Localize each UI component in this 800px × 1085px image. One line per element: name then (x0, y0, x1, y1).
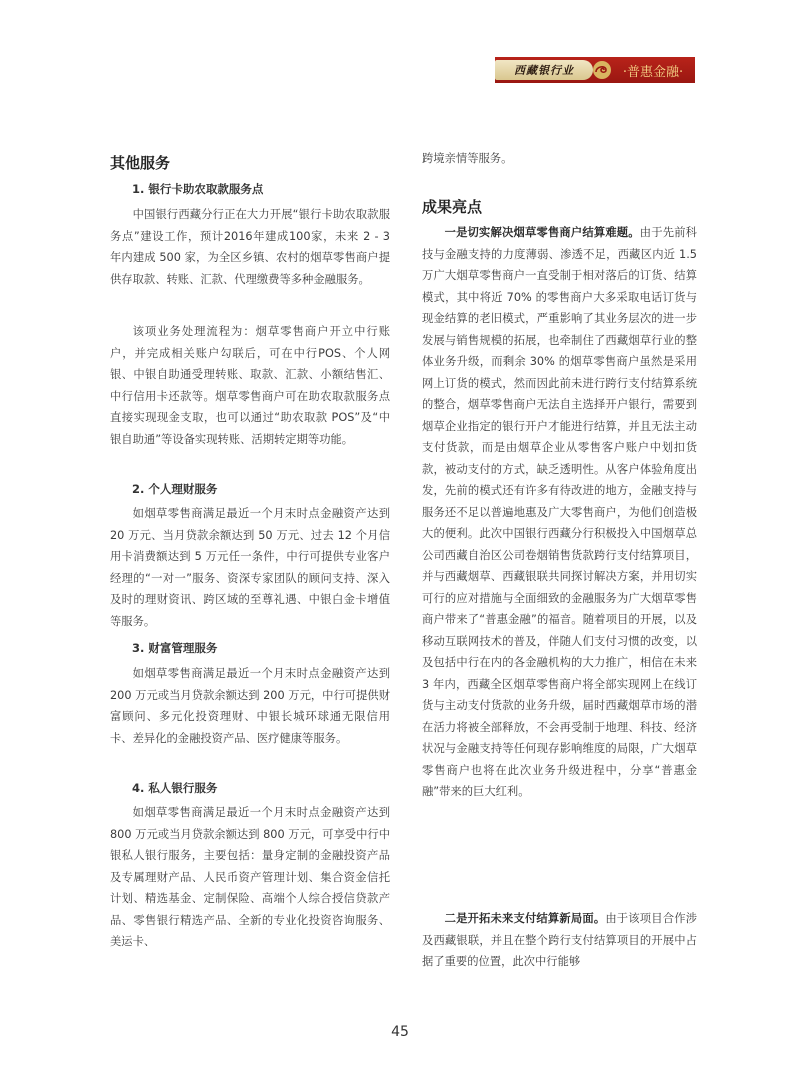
highlight-2-text: 由于该项目合作涉及西藏银联，并且在整个跨行支付结算项目的开展中占据了重要的位置，此次中行能够 (422, 912, 697, 968)
paragraph-s2-1: 如烟草零售商满足最近一个月末时点金融资产达到 20 万元、当月贷款余额达到 50 万元、过去 12 个月信用卡消费额达到 5 万元任一条件，中行可提供专业客户经理的“一对一”服务、资深专家团队的顾问支持、深入及时的理财资讯、跨区域的至尊礼遇、中银白金卡增值等服务。 (110, 507, 390, 628)
bank-name: 西藏银行业 (514, 64, 574, 77)
auspicious-cloud-icon (591, 59, 613, 81)
subsection-title-4: 4. 私人银行服务 (132, 781, 218, 795)
page-number: 45 (391, 1024, 409, 1040)
highlight-2-lead: 二是开拓未来支付结算新局面。 (444, 912, 606, 925)
continued-text: 跨境亲情等服务。 (422, 152, 513, 165)
section-title-other-services: 其他服务 (110, 154, 171, 172)
subsection-title-1: 1. 银行卡助农取款服务点 (132, 182, 264, 196)
paragraph-s1-2: 该项业务处理流程为：烟草零售商户开立中行账户，并完成相关账户勾联后，可在中行POS、个人网银、中银自助通受理转账、取款、汇款、小额结售汇、中行信用卡还款等。烟草零售商户可在助农取款服务点直接实现现金支取，也可以通过“助农取款 POS”及“中银自助通”等设备实现转账、活期转定期等功能。 (110, 325, 390, 446)
paragraph-highlight-1 (422, 222, 697, 803)
paragraph-s1-1: 中国银行西藏分行正在大力开展“银行卡助农取款服务点”建设工作，预计2016年建成100家，未来 2 - 3 年内建成 500 家，为全区乡镇、农村的烟草零售商户提供存取款、转账、汇款、代理缴费等多种金融服务。 (110, 208, 390, 286)
highlight-1-text: 由于先前科技与金融支持的力度薄弱、渗透不足，西藏区内近 1.5 万广大烟草零售商户一直受制于相对落后的订货、结算模式，其中将近 70% 的零售商户大多采取电话订货与现金结算的老旧模式，严重影响了其业务层次的进一步发展与销售规模的拓展，也牵制住了西藏烟草行业的整体业务升级，而剩余 30% 的烟草零售商户虽然是采用网上订货的模式，然而因此前未进行跨行支付结算系统的整合，烟草零售商户无法自主选择开户银行，需要到烟草企业指定的银行开户才能进行结算，并且无法主动支付货款，而是由烟草企业从零售客户账户中划扣货款，被动支付的方式，缺乏透明性。从客户体验角度出发，先前的模式还有许多有待改进的地方，金融支持与服务还不足以普遍地惠及广大零售商户，为他们创造极大的便利。此次中国银行西藏分行积极投入中国烟草总公司西藏自治区公司卷烟销售货款跨行支付结算项目，并与西藏烟草、西藏银联共同探讨解决方案，并用切实可行的应对措施与全面细致的金融服务为广大烟草零售商户带来了“普惠金融”的福音。随着项目的开展，以及移动互联网技术的普及，伴随人们支付习惯的改变，以及包括中行在内的各金融机构的大力推广，相信在未来 3 年内，西藏全区烟草零售商户将全部实现网上在线订货与主动支付货款的业务升级，届时西藏烟草市场的潜在活力将被全部释放，不会再受制于地理、科技、经济状况与金融支持等任何现存影响维度的局限，广大烟草零售商户也将在此次业务升级进程中，分享“普惠金融”带来的巨大红利。 (422, 226, 697, 798)
subsection-title-3: 3. 财富管理服务 (132, 641, 218, 655)
header-banner (495, 57, 695, 83)
highlight-1-lead: 一是切实解决烟草零售商户结算难题。 (444, 226, 640, 239)
bank-name-plate (495, 60, 593, 80)
subsection-title-2: 2. 个人理财服务 (132, 482, 218, 496)
section-title-highlights: 成果亮点 (422, 198, 483, 216)
paragraph-highlight-2 (422, 908, 697, 973)
paragraph-s4-1: 如烟草零售商满足最近一个月末时点金融资产达到 800 万元或当月贷款余额达到 800 万元，可享受中行中银私人银行服务，主要包括：量身定制的金融投资产品及专属理财产品、人民币资产管理计划、集合资金信托计划、精选基金、定制保险、高端个人综合授信贷款产品、零售银行精选产品、全新的专业化投资咨询服务、美运卡、 (110, 806, 390, 948)
banner-title: ·普惠金融· (622, 64, 684, 80)
paragraph-s3-1: 如烟草零售商满足最近一个月末时点金融资产达到 200 万元或当月贷款余额达到 200 万元，中行可提供财富顾问、多元化投资理财、中银长城环球通无限信用卡、差异化的金融投资产品、医疗健康等服务。 (110, 667, 390, 745)
